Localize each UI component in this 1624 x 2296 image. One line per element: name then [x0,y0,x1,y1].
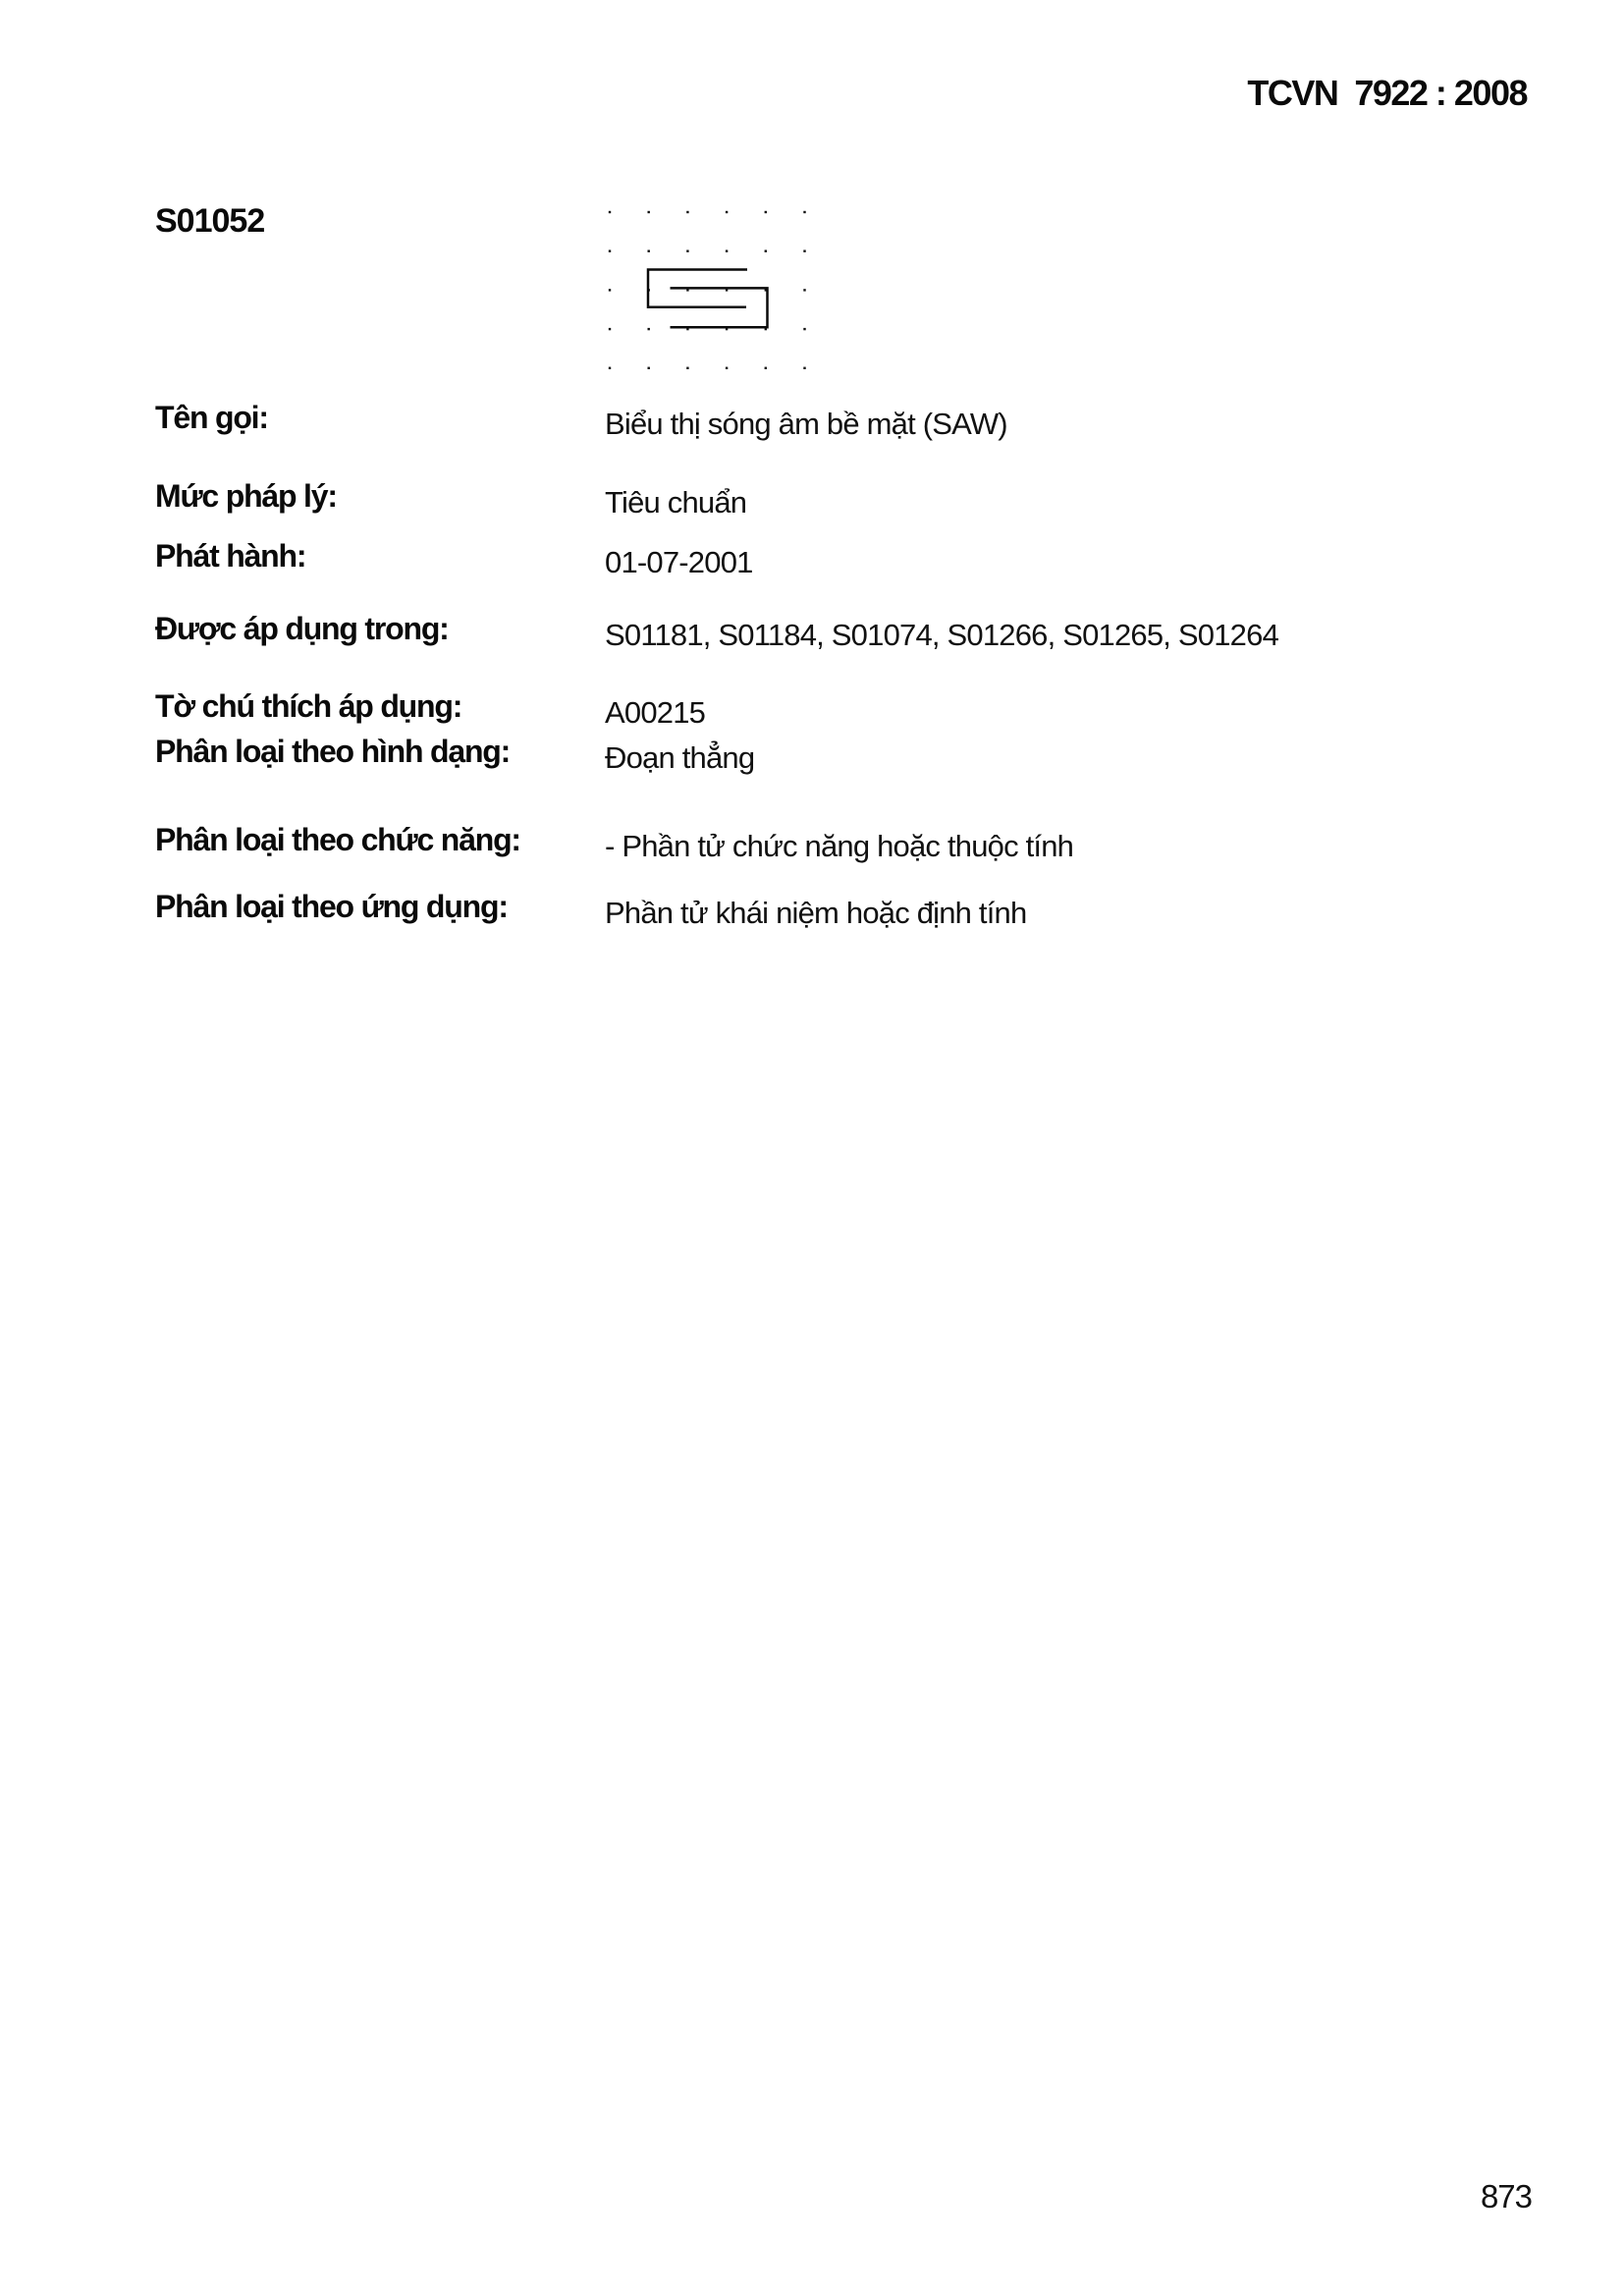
grid-dot [609,211,611,213]
grid-dot [803,289,805,291]
field-label: Phân loại theo ứng dụng: [155,889,508,924]
symbol-id: S01052 [155,202,265,240]
field-row-duoc-ap-dung-trong [155,610,1471,652]
grid-dot [765,250,767,252]
saw-symbol-figure [599,201,825,383]
field-label: Mức pháp lý: [155,478,337,514]
field-label: Phân loại theo chức năng: [155,822,520,857]
field-label: Tên gọi: [155,400,268,435]
field-label: Được áp dụng trong: [155,611,449,646]
field-row-muc-phap-ly [155,477,1471,519]
grid-dot [765,211,767,213]
field-value: Biểu thị sóng âm bề mặt (SAW) [605,407,1007,441]
grid-dot [648,328,650,330]
standard-code-header: TCVN 7922 : 2008 [1247,73,1527,113]
grid-dot [609,367,611,369]
field-row-to-chu-thich-ap-dung [155,687,1471,730]
field-row-phan-loai-chuc-nang [155,821,1471,863]
grid-dot [609,328,611,330]
dot-grid [609,211,806,369]
grid-dot [648,367,650,369]
field-row-ten-goi [155,399,1471,441]
grid-dot [648,250,650,252]
grid-dot [686,250,688,252]
grid-dot [609,289,611,291]
grid-dot [803,367,805,369]
field-row-phan-loai-ung-dung [155,888,1471,930]
grid-dot [803,328,805,330]
grid-dot [648,211,650,213]
grid-dot [765,367,767,369]
grid-dot [726,211,728,213]
field-value: Tiêu chuẩn [605,485,747,519]
grid-dot [686,211,688,213]
field-label: Phân loại theo hình dạng: [155,734,511,769]
page-number: 873 [1480,2178,1532,2214]
grid-dot [609,250,611,252]
field-label: Phát hành: [155,538,306,574]
grid-dot [686,367,688,369]
field-value: 01-07-2001 [605,545,753,579]
field-value: Phần tử khái niệm hoặc định tính [605,896,1027,930]
grid-dot [803,250,805,252]
field-value: Đoạn thẳng [605,740,755,775]
grid-dot [803,211,805,213]
field-value: A00215 [605,695,706,730]
field-value: - Phần tử chức năng hoặc thuộc tính [605,829,1074,863]
grid-dot [726,367,728,369]
field-row-phan-loai-hinh-dang [155,733,1471,775]
field-value: S01181, S01184, S01074, S01266, S01265, S01264 [605,618,1279,652]
field-label: Tờ chú thích áp dụng: [155,688,462,724]
field-row-phat-hanh [155,537,1471,579]
grid-dot [726,250,728,252]
